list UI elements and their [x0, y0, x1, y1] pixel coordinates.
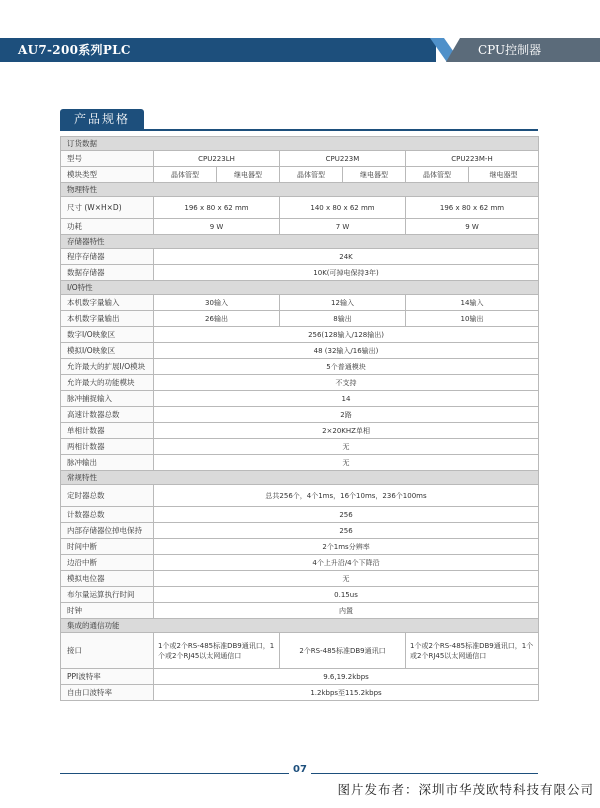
header-title: AU7-200系列PLC — [18, 43, 131, 57]
row-label: 允许最大的扩展I/O模块 — [61, 359, 154, 375]
value-cell: 256(128输入/128输出) — [154, 327, 539, 343]
section-tag — [60, 109, 144, 129]
value-cell: 9.6,19.2kbps — [154, 669, 539, 685]
publisher-credit: 图片发布者：深圳市华茂欧特科技有限公司 — [337, 782, 594, 797]
section-divider — [60, 129, 538, 131]
section-row — [61, 235, 539, 249]
table-row — [61, 197, 539, 219]
row-label: 边沿中断 — [61, 555, 154, 571]
table-row — [61, 423, 539, 439]
value-cell: 无 — [154, 455, 539, 471]
table-row — [61, 265, 539, 281]
row-label: 尺寸 (W×H×D) — [61, 197, 154, 219]
row-label: 功耗 — [61, 219, 154, 235]
module-type-cell: 晶体管型 — [406, 167, 469, 183]
value-cell: 256 — [154, 523, 539, 539]
module-type-cell: 晶体管型 — [154, 167, 217, 183]
table-row — [61, 151, 539, 167]
value-cell: 0.15us — [154, 587, 539, 603]
section-row — [61, 137, 539, 151]
page-number — [0, 764, 600, 775]
page-number-text: 07 — [289, 764, 311, 775]
din-cell: 12输入 — [280, 295, 406, 311]
module-type-cell: 继电器型 — [217, 167, 280, 183]
row-label: 模拟I/O映象区 — [61, 343, 154, 359]
table-row — [61, 359, 539, 375]
row-label: 模拟电位器 — [61, 571, 154, 587]
row-label: 单相计数器 — [61, 423, 154, 439]
section-order-data: 订货数据 — [61, 137, 539, 151]
row-label: 模块类型 — [61, 167, 154, 183]
table-row — [61, 633, 539, 669]
row-label: 自由口波特率 — [61, 685, 154, 701]
section-memory: 存储器特性 — [61, 235, 539, 249]
value-cell: 内置 — [154, 603, 539, 619]
din-cell: 30输入 — [154, 295, 280, 311]
table-row — [61, 249, 539, 265]
table-row — [61, 555, 539, 571]
value-cell: 2路 — [154, 407, 539, 423]
table-row — [61, 439, 539, 455]
table-row — [61, 539, 539, 555]
row-label: 脉冲输出 — [61, 455, 154, 471]
dout-cell: 26输出 — [154, 311, 280, 327]
row-label: 脉冲捕捉输入 — [61, 391, 154, 407]
row-label: 时钟 — [61, 603, 154, 619]
model-cell: CPU223M-H — [406, 151, 539, 167]
module-type-cell: 继电器型 — [469, 167, 539, 183]
value-cell: 无 — [154, 571, 539, 587]
din-cell: 14输入 — [406, 295, 539, 311]
section-general: 常规特性 — [61, 471, 539, 485]
table-row — [61, 485, 539, 507]
value-cell: 10K(可掉电保持3年) — [154, 265, 539, 281]
section-physical: 物理特性 — [61, 183, 539, 197]
value-cell: 2×20KHZ单相 — [154, 423, 539, 439]
row-label: 定时器总数 — [61, 485, 154, 507]
table-row — [61, 295, 539, 311]
row-label: 接口 — [61, 633, 154, 669]
table-row — [61, 391, 539, 407]
value-cell: 256 — [154, 507, 539, 523]
table-row — [61, 219, 539, 235]
table-row — [61, 587, 539, 603]
table-row — [61, 603, 539, 619]
header-category: CPU控制器 — [478, 43, 542, 57]
value-cell: 4个上升沿/4个下降沿 — [154, 555, 539, 571]
value-cell: 2个1ms分辨率 — [154, 539, 539, 555]
row-label: 允许最大的功能模块 — [61, 375, 154, 391]
row-label: 两相计数器 — [61, 439, 154, 455]
module-type-cell: 晶体管型 — [280, 167, 343, 183]
table-row — [61, 507, 539, 523]
section-row — [61, 619, 539, 633]
row-label: 计数器总数 — [61, 507, 154, 523]
dout-cell: 8输出 — [280, 311, 406, 327]
row-label: 程序存储器 — [61, 249, 154, 265]
section-io: I/O特性 — [61, 281, 539, 295]
table-row — [61, 669, 539, 685]
section-row — [61, 183, 539, 197]
value-cell: 1.2kbps至115.2kbps — [154, 685, 539, 701]
model-cell: CPU223M — [280, 151, 406, 167]
row-label: 本机数字量输入 — [61, 295, 154, 311]
table-row — [61, 523, 539, 539]
row-label: 型号 — [61, 151, 154, 167]
table-row — [61, 343, 539, 359]
value-cell: 48 (32输入/16输出) — [154, 343, 539, 359]
module-type-cell: 继电器型 — [343, 167, 406, 183]
interface-cell: 1个或2个RS-485标准DB9通讯口，1个或2个RJ45以太网通信口 — [154, 633, 280, 669]
power-cell: 9 W — [406, 219, 539, 235]
size-cell: 140 x 80 x 62 mm — [280, 197, 406, 219]
size-cell: 196 x 80 x 62 mm — [406, 197, 539, 219]
value-cell: 24K — [154, 249, 539, 265]
dout-cell: 10输出 — [406, 311, 539, 327]
section-tag-label: 产品规格 — [73, 112, 130, 126]
row-label: PPI波特率 — [61, 669, 154, 685]
row-label: 内部存储器位掉电保持 — [61, 523, 154, 539]
value-cell: 5个普通模块 — [154, 359, 539, 375]
interface-cell: 2个RS-485标准DB9通讯口 — [280, 633, 406, 669]
value-cell: 无 — [154, 439, 539, 455]
model-cell: CPU223LH — [154, 151, 280, 167]
table-row — [61, 375, 539, 391]
value-cell: 14 — [154, 391, 539, 407]
table-row — [61, 685, 539, 701]
row-label: 数字I/O映象区 — [61, 327, 154, 343]
row-label: 高速计数器总数 — [61, 407, 154, 423]
table-row — [61, 407, 539, 423]
table-row — [61, 455, 539, 471]
spec-table — [60, 136, 539, 701]
value-cell: 总共256个，4个1ms，16个10ms，236个100ms — [154, 485, 539, 507]
section-comm: 集成的通信功能 — [61, 619, 539, 633]
header-banner — [0, 38, 600, 62]
value-cell: 不支持 — [154, 375, 539, 391]
power-cell: 9 W — [154, 219, 280, 235]
interface-cell: 1个或2个RS-485标准DB9通讯口，1个或2个RJ45以太网通信口 — [406, 633, 539, 669]
table-row — [61, 167, 539, 183]
table-row — [61, 327, 539, 343]
table-row — [61, 311, 539, 327]
row-label: 时间中断 — [61, 539, 154, 555]
row-label: 本机数字量输出 — [61, 311, 154, 327]
row-label: 数据存储器 — [61, 265, 154, 281]
section-row — [61, 281, 539, 295]
power-cell: 7 W — [280, 219, 406, 235]
table-row — [61, 571, 539, 587]
section-row — [61, 471, 539, 485]
row-label: 布尔量运算执行时间 — [61, 587, 154, 603]
size-cell: 196 x 80 x 62 mm — [154, 197, 280, 219]
